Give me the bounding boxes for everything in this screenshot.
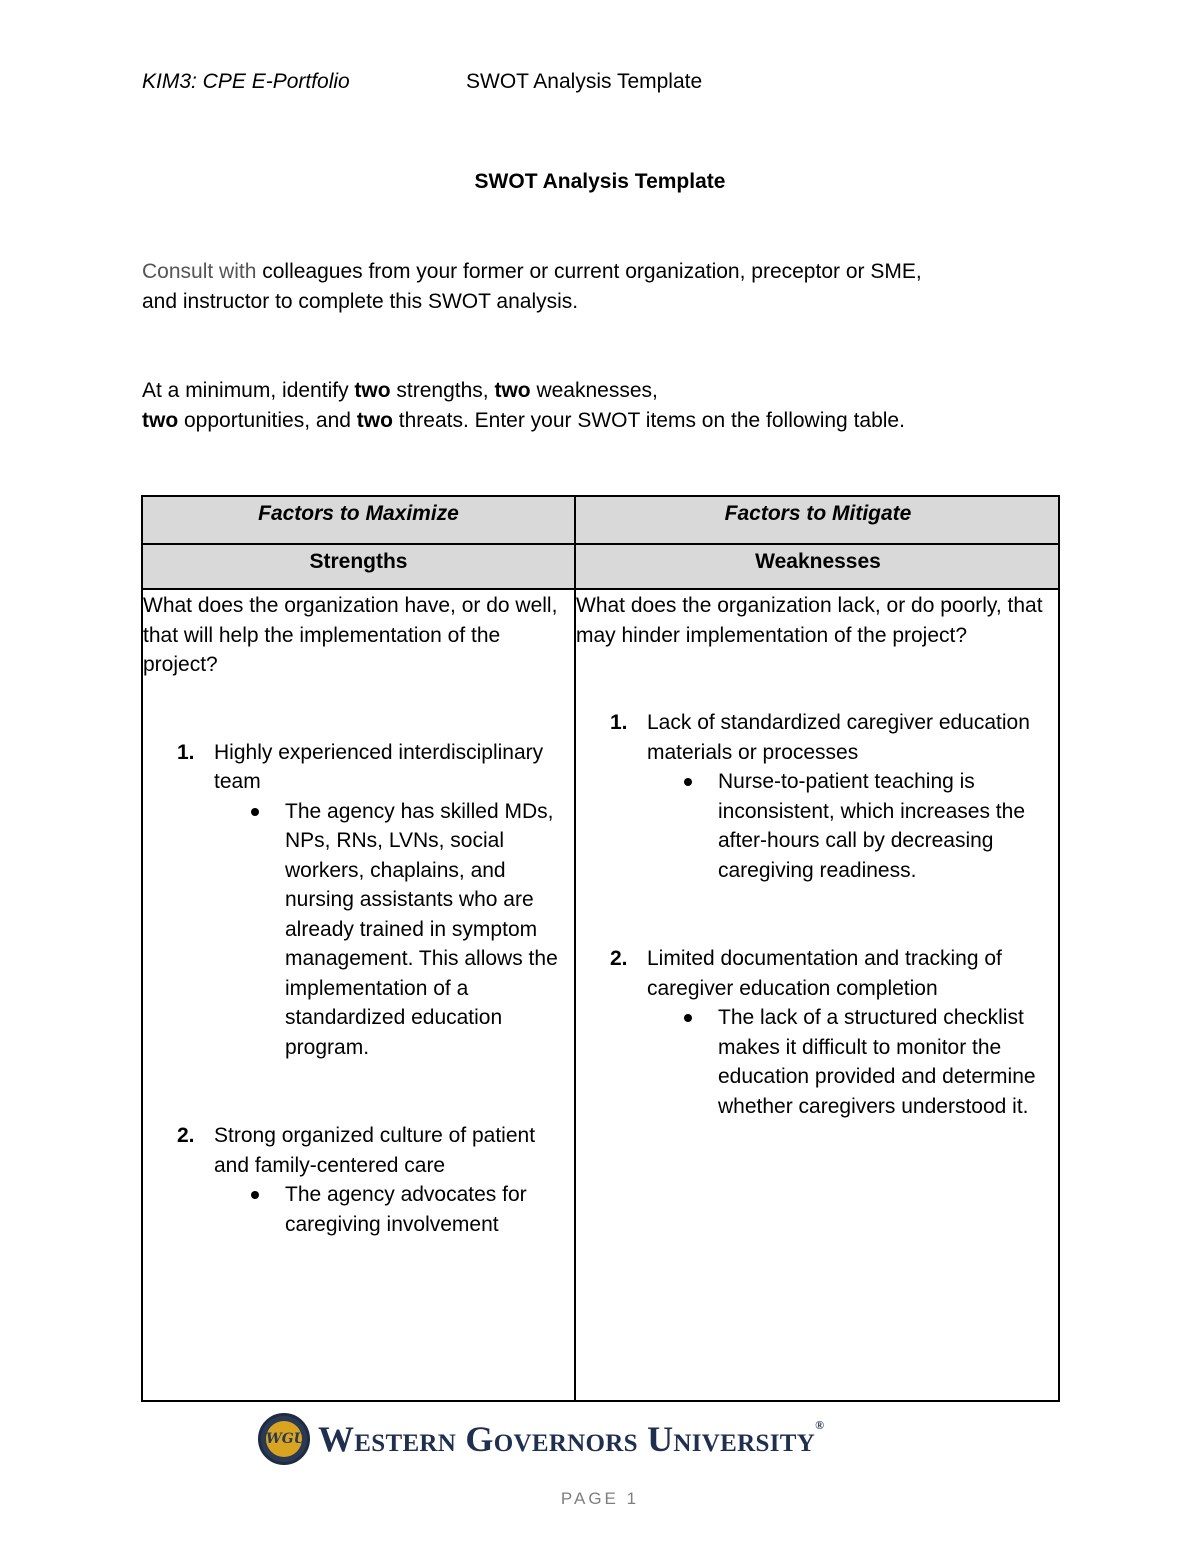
emphasis: two [356,409,393,432]
list-item [143,738,574,1063]
strengths-cell [143,590,574,1239]
list-item [576,944,1060,1121]
emphasis: two [494,379,531,402]
wordmark-text: Western Governors University [318,1419,816,1459]
strengths-question: What does the organization have, or do well, that will help the implementation of the project? [143,594,558,676]
item-title: Highly experienced interdisciplinary team [214,740,544,793]
page-header [142,70,1062,102]
weaknesses-header: Weaknesses [755,550,881,573]
weaknesses-question: What does the organization lack, or do poorly, that may hinder implementation of the project? [576,594,1043,647]
item-title: Strong organized culture of patient and family-centered care [214,1124,536,1177]
factor-header-row [143,497,1058,545]
intro-text: threats. Enter your SWOT items on the following table. [392,409,905,432]
intro-text: strengths, [390,379,495,402]
registered-mark: ® [815,1418,825,1432]
swot-table [141,495,1060,1402]
intro-text: opportunities, and [178,409,357,432]
item-title: Lack of standardized caregiver education materials or processes [647,711,1030,764]
strengths-list [143,738,574,1240]
item-bullet: The lack of a structured checklist makes it difficult to monitor the education provided and determine whether caregivers understood it. [647,1003,1060,1121]
item-number: 2. [610,947,628,970]
intro-text: At a minimum, identify [142,379,355,402]
item-bullet: Nurse-to-patient teaching is inconsistent, which increases the after-hours call by decreasing caregiving readiness. [647,767,1060,885]
item-number: 1. [177,740,195,764]
intro-paragraph-2 [142,376,1062,436]
wgu-wordmark [318,1418,824,1460]
header-course: KIM3: CPE E-Portfolio [142,70,350,93]
emphasis: two [354,379,391,402]
item-number: 1. [610,711,628,734]
list-item [576,708,1060,885]
intro-text: weaknesses, [530,379,658,402]
category-header-row [143,545,1058,590]
page-number: PAGE 1 [560,1489,640,1508]
page-title: SWOT Analysis Template [474,170,726,193]
wgu-logo [258,1412,908,1468]
seal-monogram: WGU [266,1421,302,1457]
wgu-seal-icon [258,1413,310,1465]
weaknesses-list [576,708,1060,1121]
factors-to-maximize-header: Factors to Maximize [258,502,459,525]
intro-text-line2: and instructor to complete this SWOT analysis. [142,290,579,313]
intro-paragraph-1 [142,257,1062,317]
emphasis: two [142,409,179,432]
weaknesses-cell [576,590,1060,1121]
list-item [143,1121,574,1239]
intro-consult-text: Consult with [142,260,257,283]
header-doc-title: SWOT Analysis Template [466,70,703,93]
item-number: 2. [177,1124,195,1147]
item-bullet: The agency advocates for caregiving involvement [214,1180,574,1239]
factors-to-mitigate-header: Factors to Mitigate [724,502,912,525]
item-title: Limited documentation and tracking of caregiver education completion [647,947,1002,1000]
strengths-header: Strengths [309,550,408,573]
item-bullet: The agency has skilled MDs, NPs, RNs, LVNs, social workers, chaplains, and nursing assistants who are already trained in symptom management. This allows the implementation of a standardized education program. [214,797,574,1063]
intro-text: colleagues from your former or current organization, preceptor or SME, [256,260,922,283]
